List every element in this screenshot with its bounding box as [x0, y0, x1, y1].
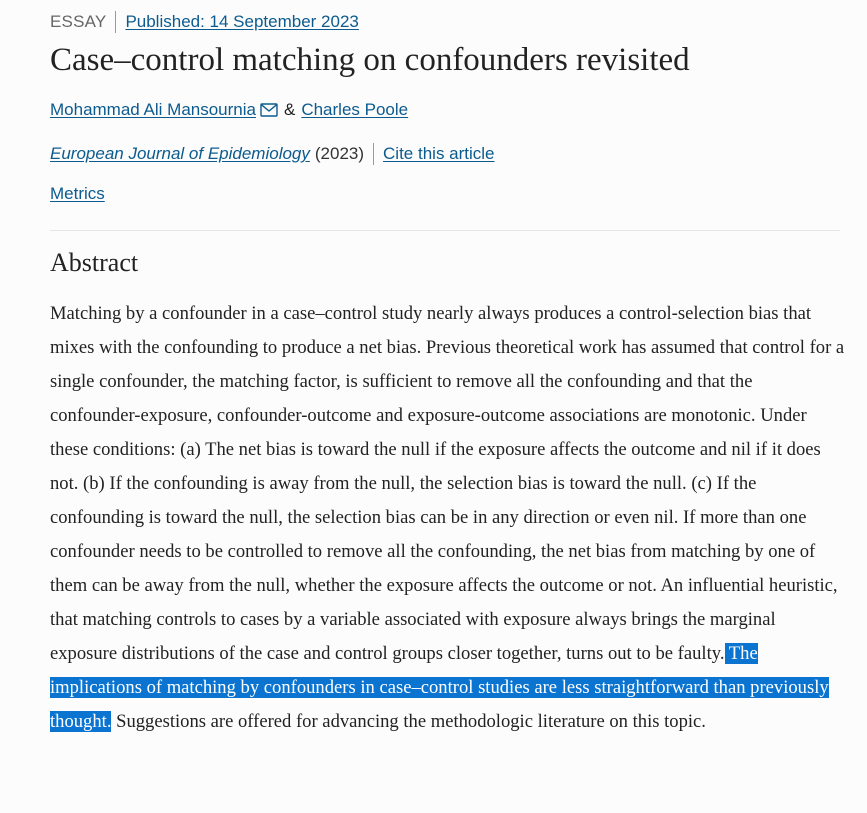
abstract-heading: Abstract — [50, 248, 139, 277]
metrics-row — [50, 183, 105, 205]
article-type-label: ESSAY — [50, 12, 107, 31]
article-meta-row — [50, 11, 359, 33]
publication-year: (2023) — [314, 144, 365, 163]
abstract-text[interactable] — [50, 297, 845, 739]
abstract-text-part: Matching by a confounder in a case–control study nearly always produces a control-selection bias that mixes with the confounding to produce a net bias. Previous theoretical work has assumed that control for a single confounder, the matching factor, is sufficient to remove all the confounding and that the confounder-exposure, confounder-outcome and exposure-outcome associations are monotonic. Under these conditions: (a) The net bias is toward the null if the exposure affects the outcome and nil if it does not. (b) If the confounding is away from the null, the selection bias is toward the null. (c) If the confounding is toward the null, the selection bias can be in any direction or even nil. If more than one confounder needs to be controlled to remove all the confounding, the net bias from matching by one of them can be away from the null, whether the exposure affects the outcome or not. An influential heuristic, that matching controls to cases by a variable associated with exposure always brings the marginal exposure distributions of the case and control groups closer together, turns out to be faulty. — [50, 303, 845, 664]
journal-row — [50, 143, 495, 165]
mail-envelope-icon[interactable] — [260, 101, 278, 115]
meta-divider — [115, 11, 116, 33]
journal-divider — [373, 143, 374, 165]
metrics-link[interactable]: Metrics — [50, 184, 105, 203]
journal-link[interactable]: European Journal of Epidemiology — [50, 144, 310, 163]
article-title: Case–control matching on confounders revisited — [50, 42, 690, 78]
section-divider — [50, 230, 840, 231]
cite-article-link[interactable]: Cite this article — [383, 144, 495, 163]
published-date-link[interactable]: Published: 14 September 2023 — [125, 12, 359, 31]
author-link-poole[interactable]: Charles Poole — [301, 100, 409, 119]
author-separator: & — [283, 100, 296, 119]
author-link-mansournia[interactable]: Mohammad Ali Mansournia — [50, 100, 256, 119]
selected-text-highlight[interactable]: The implications of matching by confounders in case–control studies are less straightforward than previously thought. — [50, 643, 829, 732]
abstract-text-part: Suggestions are offered for advancing the methodologic literature on this topic. — [111, 711, 706, 732]
author-list — [50, 99, 408, 121]
